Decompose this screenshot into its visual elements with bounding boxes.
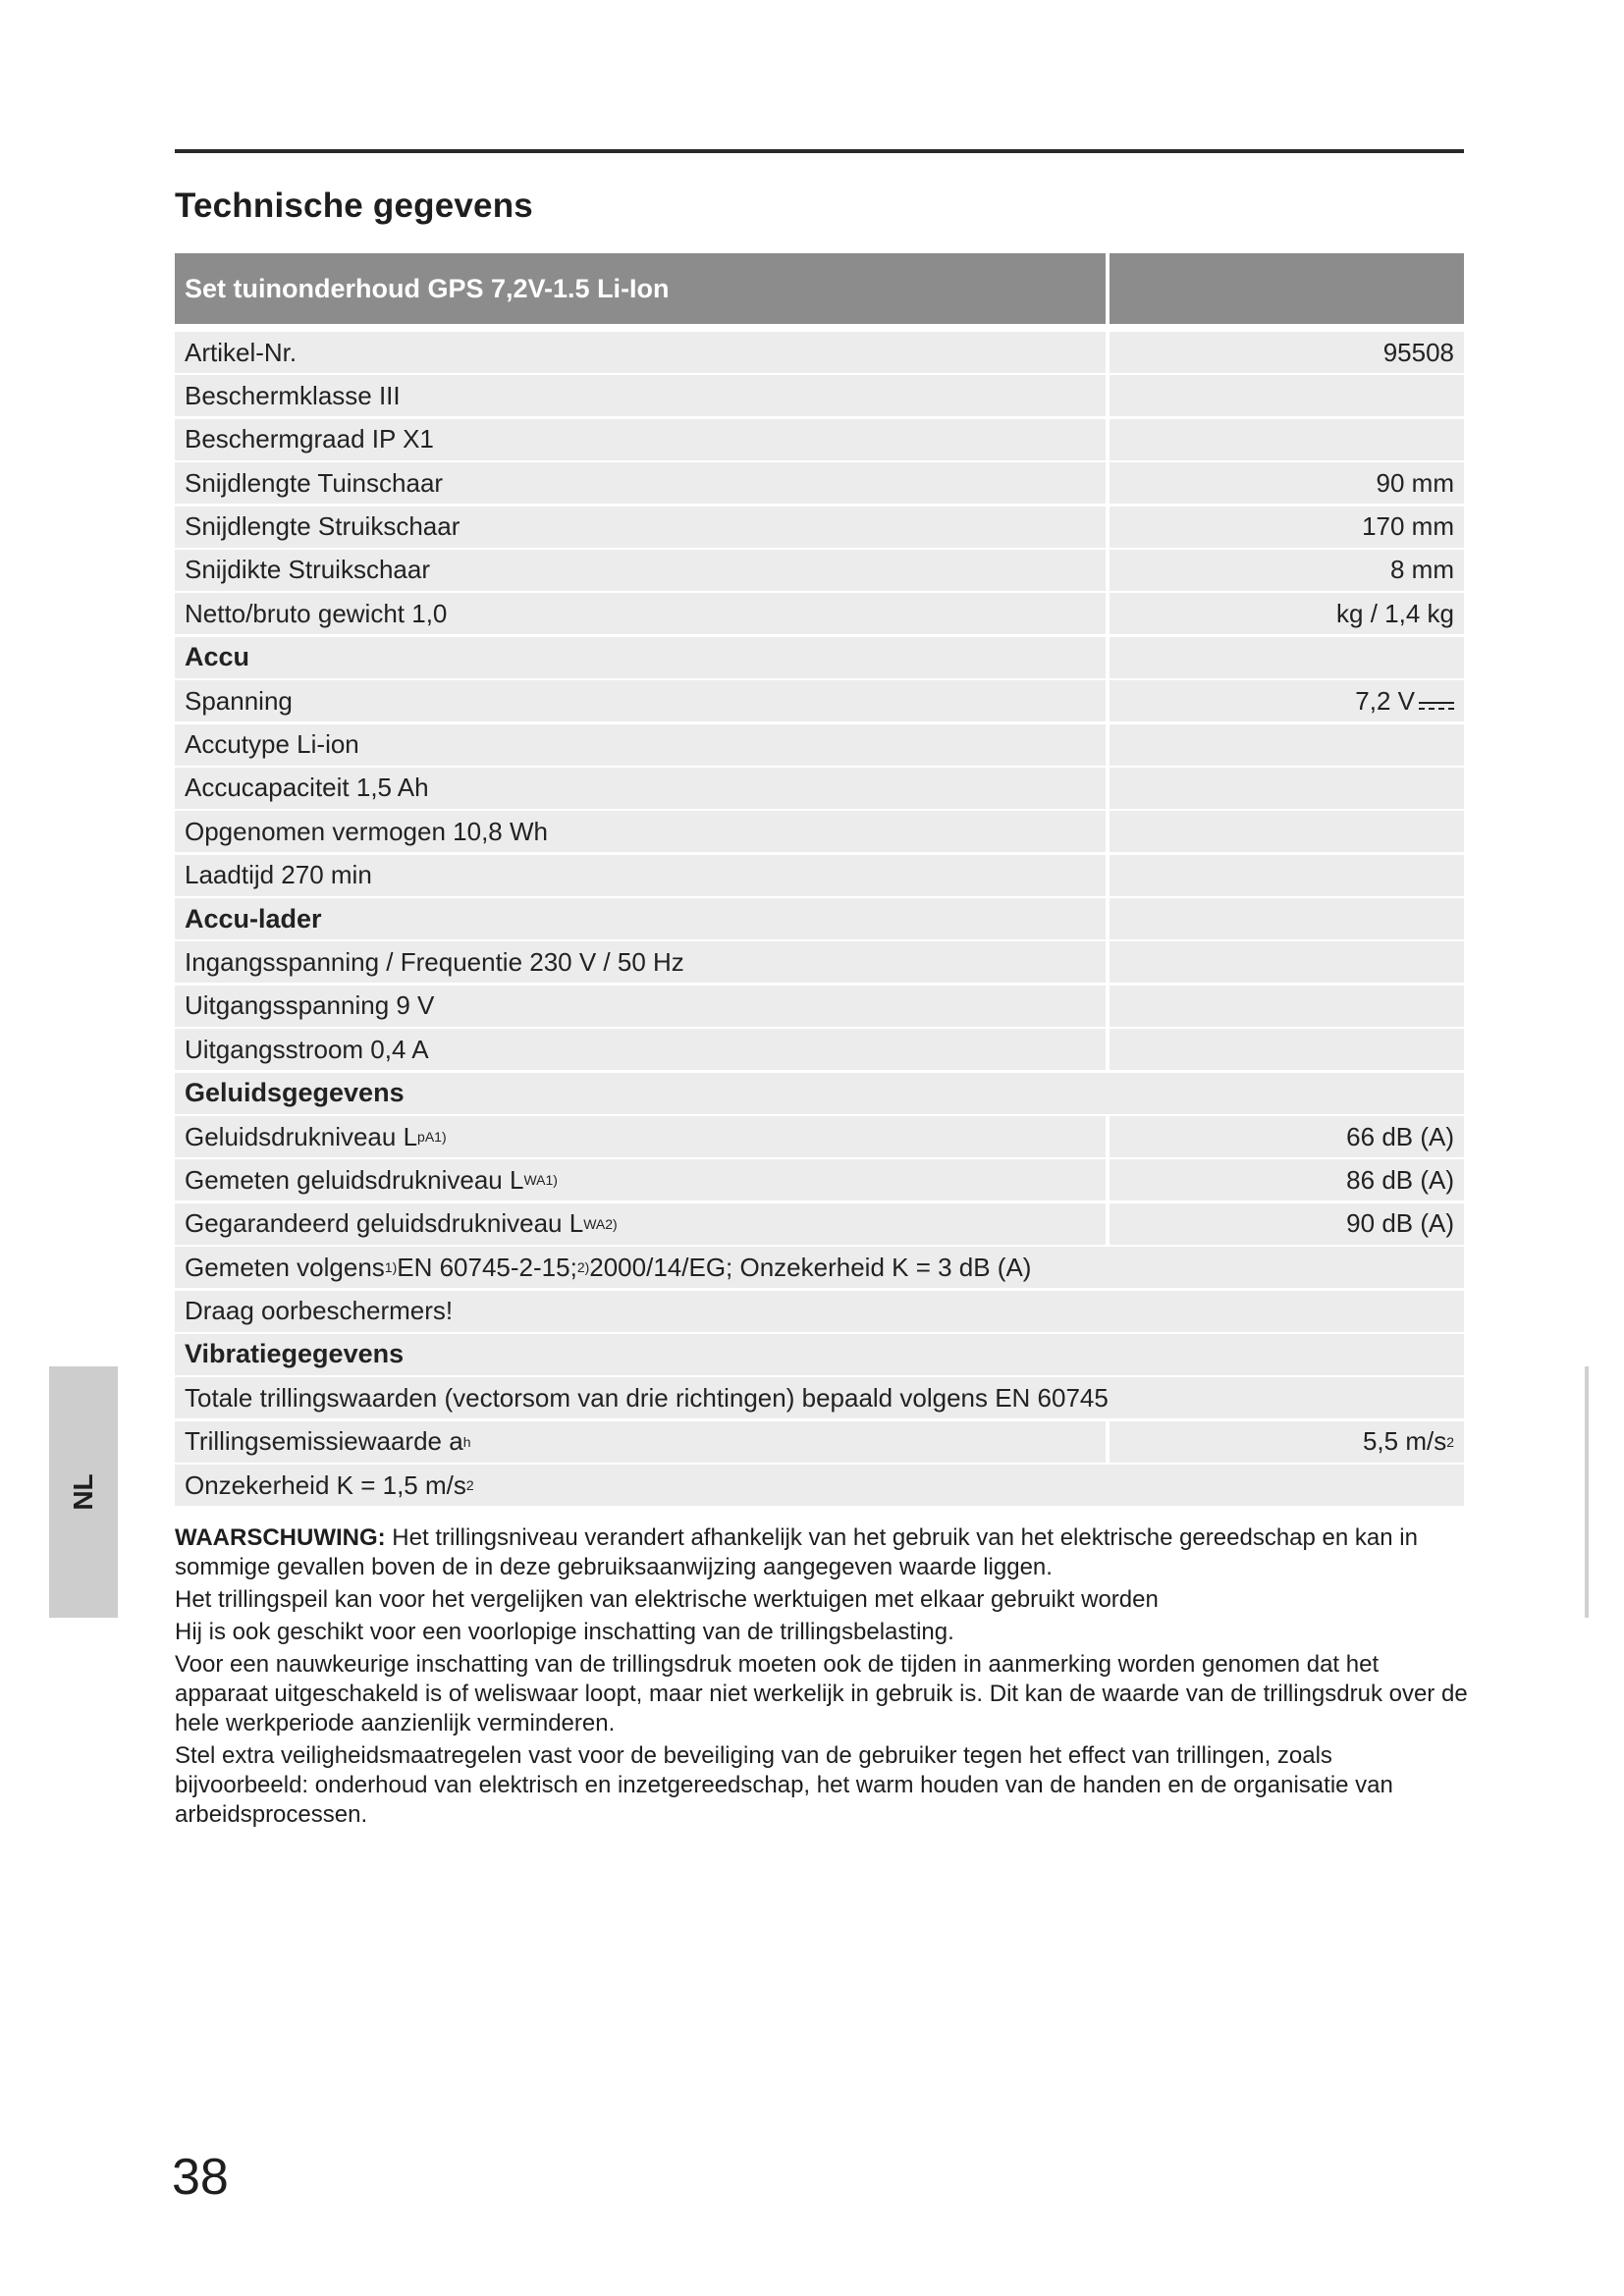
table-row: Trillingsemissiewaarde a h 5,5 m/s 2 [175,1421,1464,1463]
table-row: Artikel-Nr. 95508 [175,332,1464,373]
section-row-accu: Accu [175,637,1464,678]
table-row: Ingangsspanning / Frequentie 230 V / 50 Hz [175,941,1464,983]
section-row-vibratiegegevens: Vibratiegegevens [175,1334,1464,1375]
warning-paragraph: Stel extra veiligheidsmaatregelen vast voor de beveiliging van de gebruiker tegen het effect van trillingen, zoals bijvoorbeeld: onderhoud van elektrisch en inzetgereedschap, het warm houden van de handen en de organisatie van arbeidsprocessen. [175,1742,1393,1828]
table-row: Snijdlengte Tuinschaar 90 mm [175,462,1464,504]
right-edge-mark [1585,1366,1589,1618]
language-tab-label: NL [68,1473,98,1511]
section-row-geluidsgegevens: Geluidsgegevens [175,1073,1464,1114]
table-row: Onzekerheid K = 1,5 m/s 2 [175,1465,1464,1506]
table-header-blank [1110,253,1464,324]
table-row: Gemeten geluidsdrukniveau L WA 1) 86 dB (A) [175,1159,1464,1201]
section-row-accu-lader: Accu-lader [175,898,1464,939]
warning-paragraph: Voor een nauwkeurige inschatting van de trillingsdruk moeten ook de tijden in aanmerking worden genomen dat het apparaat uitgeschakeld is of weliswaar loopt, maar niet werkelijk in gebruik is. Dit kan de waarde van de trillingsdruk over de hele werkperiode aanzienlijk verminderen. [175,1651,1468,1736]
table-row: Snijdikte Struikschaar 8 mm [175,550,1464,591]
table-header [175,253,1464,324]
table-row: Geluidsdrukniveau L pA 1) 66 dB (A) [175,1116,1464,1157]
table-row: Snijdlengte Struikschaar 170 mm [175,507,1464,548]
table-row: Netto/bruto gewicht 1,0 kg / 1,4 kg [175,593,1464,634]
warning-paragraph: Hij is ook geschikt voor een voorlopige inschatting van de trillingsbelasting. [175,1619,954,1645]
table-row: Beschermgraad IP X1 [175,419,1464,460]
table-row: Uitgangsspanning 9 V [175,986,1464,1027]
table-header-title: Set tuinonderhoud GPS 7,2V-1.5 Li-Ion [175,253,1106,324]
table-row: Totale trillingswaarden (vectorsom van drie richtingen) bepaald volgens EN 60745 [175,1377,1464,1418]
page-number: 38 [172,2149,229,2206]
table-row: Uitgangsstroom 0,4 A [175,1029,1464,1070]
direct-current-icon [1419,702,1454,712]
table-row: Draag oorbeschermers! [175,1291,1464,1332]
warning-text [175,1523,1471,1833]
table-row: Gemeten volgens 1) EN 60745-2-15; 2) 2000/14/EG; Onzekerheid K = 3 dB (A) [175,1247,1464,1288]
warning-paragraph: WAARSCHUWING: Het trillingsniveau verandert afhankelijk van het gebruik van het elektrische gereedschap en kan in sommige gevallen boven de in deze gebruiksaanwijzing aangegeven waarde liggen. [175,1524,1418,1580]
spec-table [175,253,1464,1509]
page-title: Technische gegevens [175,187,533,225]
table-row: Laadtijd 270 min [175,855,1464,896]
table-row: Gegarandeerd geluidsdrukniveau L WA 2) 90 dB (A) [175,1203,1464,1245]
table-row: Accucapaciteit 1,5 Ah [175,768,1464,809]
warning-paragraph: Het trillingspeil kan voor het vergelijken van elektrische werktuigen met elkaar gebruikt worden [175,1586,1159,1613]
table-row: Accutype Li-ion [175,724,1464,766]
table-row: Opgenomen vermogen 10,8 Wh [175,811,1464,852]
warning-lead: WAARSCHUWING: [175,1524,386,1551]
table-row: Spanning 7,2 V [175,680,1464,721]
top-rule [175,149,1464,153]
table-row: Beschermklasse III [175,375,1464,416]
